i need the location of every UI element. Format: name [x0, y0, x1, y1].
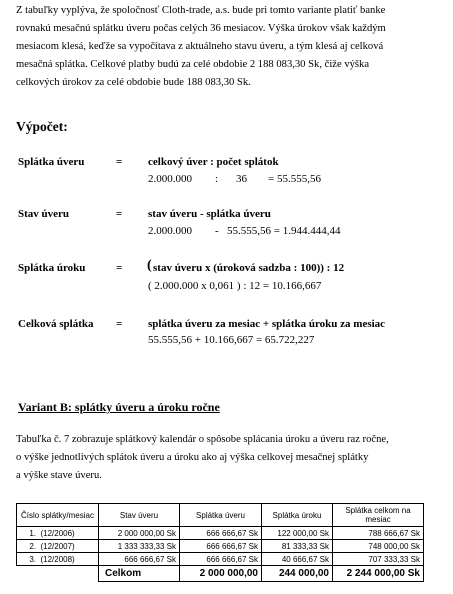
cell-stav: 2 000 000,00 Sk — [99, 527, 180, 540]
splatka-uroku-formula: stav úveru x (úroková sadzba : 100)) : 12 — [153, 262, 345, 274]
stav-uveru-op: - — [215, 225, 219, 237]
cell-celkom: 707 333,33 Sk — [333, 553, 424, 566]
vypocet-heading: Výpočet: — [16, 119, 68, 134]
variant-b-heading: Variant B: splátky úveru a úroku ročne — [18, 400, 220, 414]
table-row — [17, 540, 424, 553]
table-total-row — [17, 566, 424, 582]
equals-sign-3: = — [116, 262, 123, 274]
stav-uveru-a: 2.000.000 — [148, 225, 192, 237]
table-header-row — [17, 504, 424, 527]
splatka-uroku-label: Splátka úroku — [18, 262, 86, 274]
row-num: 1. — [29, 528, 36, 538]
row-period: (12/2007) — [40, 541, 75, 551]
row-period: (12/2006) — [40, 528, 75, 538]
splatka-uveru-label: Splátka úveru — [18, 156, 85, 168]
celkova-splatka-formula: splátka úveru za mesiac + splátka úroku za mesiac — [148, 318, 386, 330]
total-label: Celkom — [99, 566, 180, 582]
total-splatka: 2 000 000,00 — [180, 566, 262, 582]
total-celkom: 2 244 000,00 Sk — [333, 566, 424, 582]
row-num: 3. — [29, 554, 36, 564]
row-number-cell — [17, 540, 99, 553]
splatka-uveru-a: 2.000.000 — [148, 173, 192, 185]
cell-splatka: 666 666,67 Sk — [180, 527, 262, 540]
cell-celkom: 788 666,67 Sk — [333, 527, 424, 540]
stav-uveru-label: Stav úveru — [18, 208, 70, 220]
col-header-stav: Stav úveru — [99, 504, 180, 527]
splatka-uveru-result: = 55.555,56 — [268, 173, 321, 185]
cell-urok: 40 666,67 Sk — [262, 553, 333, 566]
cell-splatka: 666 666,67 Sk — [180, 540, 262, 553]
celkova-splatka-label: Celková splátka — [18, 318, 94, 330]
row-num: 2. — [29, 541, 36, 551]
variant-line-2: o výške jednotlivých splátok úveru a úroku ako aj výška celkovej mesačnej splátky — [16, 452, 369, 463]
row-period: (12/2008) — [40, 554, 75, 564]
splatka-uveru-op: : — [215, 173, 219, 185]
cell-stav: 666 666,67 Sk — [99, 553, 180, 566]
row-number-cell — [17, 527, 99, 540]
splatka-uroku-open-paren: ( — [147, 258, 152, 273]
intro-line-4: mesačná splátka. Celkové platby budú za celé obdobie 2 188 083,30 Sk, čiže výška — [16, 59, 370, 70]
row-number-cell — [17, 553, 99, 566]
cell-splatka: 666 666,67 Sk — [180, 553, 262, 566]
splatka-uroku-calc: ( 2.000.000 x 0,061 ) : 12 = 10.166,667 — [148, 280, 322, 292]
equals-sign-2: = — [116, 208, 123, 220]
stav-uveru-formula: stav úveru - splátka úveru — [148, 208, 271, 220]
equals-sign-1: = — [116, 156, 123, 168]
splatka-uveru-formula: celkový úver : počet splátok — [148, 156, 279, 168]
splatkovy-kalendar-table — [16, 503, 424, 582]
variant-line-3: a výške stave úveru. — [16, 470, 102, 481]
col-header-celkom: Splátka celkom na mesiac — [333, 504, 424, 527]
cell-urok: 81 333,33 Sk — [262, 540, 333, 553]
intro-line-1: Z tabuľky vyplýva, že spoločnosť Cloth-trade, a.s. bude pri tomto variante platiť banke — [16, 5, 386, 16]
total-urok: 244 000,00 — [262, 566, 333, 582]
intro-line-3: mesiacom klesá, keďže sa vypočítava z aktuálneho stavu úveru, a tým klesá aj celková — [16, 41, 384, 52]
equals-sign-4: = — [116, 318, 123, 330]
table-row — [17, 527, 424, 540]
col-header-cislo: Číslo splátky/mesiac — [17, 504, 99, 527]
total-empty-cell — [17, 566, 99, 582]
stav-uveru-rest: 55.555,56 = 1.944.444,44 — [227, 225, 341, 237]
intro-line-2: rovnakú mesačnú splátku úveru počas celých 36 mesiacov. Výška úrokov však každým — [16, 23, 386, 34]
col-header-splatka: Splátka úveru — [180, 504, 262, 527]
splatka-uveru-b: 36 — [236, 173, 247, 185]
intro-line-5: celkových úrokov za celé obdobie bude 188 083,30 Sk. — [16, 77, 251, 88]
variant-line-1: Tabuľka č. 7 zobrazuje splátkový kalendár o spôsobe splácania úroku a úveru raz ročne, — [16, 434, 389, 445]
cell-celkom: 748 000,00 Sk — [333, 540, 424, 553]
cell-urok: 122 000,00 Sk — [262, 527, 333, 540]
celkova-splatka-calc: 55.555,56 + 10.166,667 = 65.722,227 — [148, 334, 315, 346]
col-header-urok: Splátka úroku — [262, 504, 333, 527]
cell-stav: 1 333 333,33 Sk — [99, 540, 180, 553]
table-row — [17, 553, 424, 566]
